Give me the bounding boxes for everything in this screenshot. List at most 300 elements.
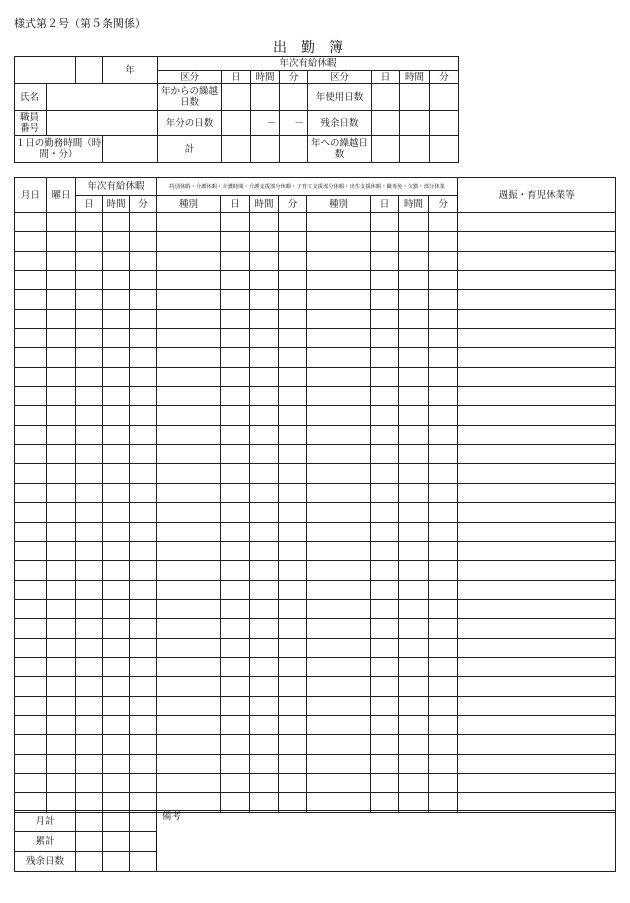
day-cell[interactable] xyxy=(250,715,279,734)
day-cell[interactable] xyxy=(371,232,399,251)
day-cell[interactable] xyxy=(103,483,130,502)
day-cell[interactable] xyxy=(76,251,103,270)
day-cell[interactable] xyxy=(157,638,221,657)
monthly-total-min[interactable] xyxy=(130,811,157,832)
day-cell[interactable] xyxy=(371,735,399,754)
day-cell[interactable] xyxy=(250,387,279,406)
day-cell[interactable] xyxy=(76,580,103,599)
day-cell[interactable] xyxy=(76,348,103,367)
day-cell[interactable] xyxy=(458,580,616,599)
day-cell[interactable] xyxy=(250,271,279,290)
day-cell[interactable] xyxy=(76,387,103,406)
day-cell[interactable] xyxy=(429,309,458,328)
day-cell[interactable] xyxy=(371,309,399,328)
remaining-day[interactable] xyxy=(372,111,400,136)
cumulative-day[interactable] xyxy=(76,832,103,852)
day-cell[interactable] xyxy=(47,754,76,773)
day-cell[interactable] xyxy=(157,406,221,425)
day-cell[interactable] xyxy=(371,580,399,599)
day-cell[interactable] xyxy=(399,619,429,638)
day-cell[interactable] xyxy=(130,309,157,328)
day-cell[interactable] xyxy=(47,464,76,483)
day-cell[interactable] xyxy=(103,773,130,792)
day-cell[interactable] xyxy=(47,251,76,270)
day-cell[interactable] xyxy=(429,541,458,560)
used-min[interactable] xyxy=(430,84,459,111)
total-hour[interactable] xyxy=(251,136,280,163)
day-cell[interactable] xyxy=(279,754,307,773)
day-cell[interactable] xyxy=(279,599,307,618)
day-cell[interactable] xyxy=(458,638,616,657)
day-cell[interactable] xyxy=(250,309,279,328)
day-cell[interactable] xyxy=(279,309,307,328)
daily-hours-input[interactable] xyxy=(103,136,158,163)
day-cell[interactable] xyxy=(399,599,429,618)
day-cell[interactable] xyxy=(307,406,371,425)
day-cell[interactable] xyxy=(47,348,76,367)
day-cell[interactable] xyxy=(15,445,47,464)
day-cell[interactable] xyxy=(279,425,307,444)
day-cell[interactable] xyxy=(47,580,76,599)
day-cell[interactable] xyxy=(429,657,458,676)
day-cell[interactable] xyxy=(15,483,47,502)
day-cell[interactable] xyxy=(130,251,157,270)
day-cell[interactable] xyxy=(15,348,47,367)
day-cell[interactable] xyxy=(371,464,399,483)
day-cell[interactable] xyxy=(371,677,399,696)
day-cell[interactable] xyxy=(279,251,307,270)
day-cell[interactable] xyxy=(429,348,458,367)
day-cell[interactable] xyxy=(15,503,47,522)
day-cell[interactable] xyxy=(279,561,307,580)
day-cell[interactable] xyxy=(458,503,616,522)
cumulative-hour[interactable] xyxy=(103,832,130,852)
day-cell[interactable] xyxy=(103,425,130,444)
day-cell[interactable] xyxy=(76,290,103,309)
day-cell[interactable] xyxy=(103,638,130,657)
day-cell[interactable] xyxy=(15,290,47,309)
day-cell[interactable] xyxy=(371,541,399,560)
day-cell[interactable] xyxy=(76,696,103,715)
day-cell[interactable] xyxy=(130,522,157,541)
day-cell[interactable] xyxy=(399,773,429,792)
day-cell[interactable] xyxy=(130,445,157,464)
day-cell[interactable] xyxy=(371,348,399,367)
day-cell[interactable] xyxy=(279,715,307,734)
day-cell[interactable] xyxy=(47,425,76,444)
day-cell[interactable] xyxy=(250,657,279,676)
day-cell[interactable] xyxy=(429,754,458,773)
day-cell[interactable] xyxy=(221,754,250,773)
day-cell[interactable] xyxy=(429,677,458,696)
day-cell[interactable] xyxy=(429,619,458,638)
day-cell[interactable] xyxy=(47,309,76,328)
year-days-day[interactable] xyxy=(222,111,251,136)
day-cell[interactable] xyxy=(307,367,371,386)
day-cell[interactable] xyxy=(399,696,429,715)
day-cell[interactable] xyxy=(429,271,458,290)
day-cell[interactable] xyxy=(429,522,458,541)
day-cell[interactable] xyxy=(307,464,371,483)
day-cell[interactable] xyxy=(307,425,371,444)
day-cell[interactable] xyxy=(371,638,399,657)
day-cell[interactable] xyxy=(157,561,221,580)
day-cell[interactable] xyxy=(371,696,399,715)
day-cell[interactable] xyxy=(76,773,103,792)
day-cell[interactable] xyxy=(221,638,250,657)
day-cell[interactable] xyxy=(279,483,307,502)
day-cell[interactable] xyxy=(221,213,250,232)
day-cell[interactable] xyxy=(157,464,221,483)
day-cell[interactable] xyxy=(250,329,279,348)
day-cell[interactable] xyxy=(399,503,429,522)
day-cell[interactable] xyxy=(250,367,279,386)
day-cell[interactable] xyxy=(221,387,250,406)
day-cell[interactable] xyxy=(371,715,399,734)
day-cell[interactable] xyxy=(103,464,130,483)
day-cell[interactable] xyxy=(429,580,458,599)
day-cell[interactable] xyxy=(221,561,250,580)
day-cell[interactable] xyxy=(76,329,103,348)
day-cell[interactable] xyxy=(399,483,429,502)
day-cell[interactable] xyxy=(221,483,250,502)
day-cell[interactable] xyxy=(157,425,221,444)
day-cell[interactable] xyxy=(130,599,157,618)
carryover-min[interactable] xyxy=(280,84,308,111)
day-cell[interactable] xyxy=(221,464,250,483)
day-cell[interactable] xyxy=(250,445,279,464)
day-cell[interactable] xyxy=(250,290,279,309)
day-cell[interactable] xyxy=(307,580,371,599)
day-cell[interactable] xyxy=(250,619,279,638)
day-cell[interactable] xyxy=(399,425,429,444)
day-cell[interactable] xyxy=(307,696,371,715)
day-cell[interactable] xyxy=(47,367,76,386)
day-cell[interactable] xyxy=(15,619,47,638)
day-cell[interactable] xyxy=(47,503,76,522)
day-cell[interactable] xyxy=(279,445,307,464)
day-cell[interactable] xyxy=(307,271,371,290)
day-cell[interactable] xyxy=(157,348,221,367)
day-cell[interactable] xyxy=(47,657,76,676)
day-cell[interactable] xyxy=(429,599,458,618)
day-cell[interactable] xyxy=(458,561,616,580)
day-cell[interactable] xyxy=(221,290,250,309)
day-cell[interactable] xyxy=(15,754,47,773)
day-cell[interactable] xyxy=(130,290,157,309)
day-cell[interactable] xyxy=(157,696,221,715)
day-cell[interactable] xyxy=(47,290,76,309)
day-cell[interactable] xyxy=(47,271,76,290)
day-cell[interactable] xyxy=(221,541,250,560)
day-cell[interactable] xyxy=(279,348,307,367)
day-cell[interactable] xyxy=(47,599,76,618)
day-cell[interactable] xyxy=(458,483,616,502)
day-cell[interactable] xyxy=(429,735,458,754)
day-cell[interactable] xyxy=(76,715,103,734)
day-cell[interactable] xyxy=(157,483,221,502)
day-cell[interactable] xyxy=(103,367,130,386)
day-cell[interactable] xyxy=(429,464,458,483)
day-cell[interactable] xyxy=(429,425,458,444)
day-cell[interactable] xyxy=(399,580,429,599)
day-cell[interactable] xyxy=(399,271,429,290)
day-cell[interactable] xyxy=(279,503,307,522)
day-cell[interactable] xyxy=(157,599,221,618)
day-cell[interactable] xyxy=(399,387,429,406)
staff-no-input[interactable] xyxy=(47,111,158,136)
day-cell[interactable] xyxy=(429,696,458,715)
day-cell[interactable] xyxy=(371,425,399,444)
day-cell[interactable] xyxy=(157,445,221,464)
day-cell[interactable] xyxy=(307,329,371,348)
day-cell[interactable] xyxy=(279,696,307,715)
day-cell[interactable] xyxy=(103,348,130,367)
day-cell[interactable] xyxy=(221,580,250,599)
day-cell[interactable] xyxy=(157,580,221,599)
day-cell[interactable] xyxy=(130,754,157,773)
day-cell[interactable] xyxy=(399,522,429,541)
day-cell[interactable] xyxy=(103,522,130,541)
day-cell[interactable] xyxy=(130,367,157,386)
day-cell[interactable] xyxy=(307,619,371,638)
day-cell[interactable] xyxy=(458,677,616,696)
day-cell[interactable] xyxy=(458,367,616,386)
day-cell[interactable] xyxy=(15,677,47,696)
day-cell[interactable] xyxy=(307,503,371,522)
cumulative-min[interactable] xyxy=(130,832,157,852)
day-cell[interactable] xyxy=(15,657,47,676)
day-cell[interactable] xyxy=(15,232,47,251)
day-cell[interactable] xyxy=(399,715,429,734)
day-cell[interactable] xyxy=(157,251,221,270)
day-cell[interactable] xyxy=(399,464,429,483)
day-cell[interactable] xyxy=(399,735,429,754)
day-cell[interactable] xyxy=(307,387,371,406)
day-cell[interactable] xyxy=(458,425,616,444)
day-cell[interactable] xyxy=(15,522,47,541)
monthly-total-day[interactable] xyxy=(76,811,103,832)
day-cell[interactable] xyxy=(130,425,157,444)
day-cell[interactable] xyxy=(279,657,307,676)
day-cell[interactable] xyxy=(130,580,157,599)
footer-remaining-hour[interactable] xyxy=(103,852,130,872)
day-cell[interactable] xyxy=(250,773,279,792)
day-cell[interactable] xyxy=(250,599,279,618)
day-cell[interactable] xyxy=(47,638,76,657)
day-cell[interactable] xyxy=(399,445,429,464)
day-cell[interactable] xyxy=(221,522,250,541)
day-cell[interactable] xyxy=(103,715,130,734)
day-cell[interactable] xyxy=(279,329,307,348)
day-cell[interactable] xyxy=(429,483,458,502)
day-cell[interactable] xyxy=(371,657,399,676)
day-cell[interactable] xyxy=(47,387,76,406)
day-cell[interactable] xyxy=(103,619,130,638)
day-cell[interactable] xyxy=(371,561,399,580)
day-cell[interactable] xyxy=(307,522,371,541)
day-cell[interactable] xyxy=(47,406,76,425)
day-cell[interactable] xyxy=(399,754,429,773)
day-cell[interactable] xyxy=(307,232,371,251)
day-cell[interactable] xyxy=(157,657,221,676)
day-cell[interactable] xyxy=(307,715,371,734)
total-min[interactable] xyxy=(280,136,308,163)
day-cell[interactable] xyxy=(250,503,279,522)
day-cell[interactable] xyxy=(307,677,371,696)
day-cell[interactable] xyxy=(307,483,371,502)
day-cell[interactable] xyxy=(103,503,130,522)
day-cell[interactable] xyxy=(221,251,250,270)
day-cell[interactable] xyxy=(103,271,130,290)
day-cell[interactable] xyxy=(307,754,371,773)
carryover-to-hour[interactable] xyxy=(400,136,430,163)
day-cell[interactable] xyxy=(371,271,399,290)
day-cell[interactable] xyxy=(76,213,103,232)
day-cell[interactable] xyxy=(250,348,279,367)
day-cell[interactable] xyxy=(76,271,103,290)
day-cell[interactable] xyxy=(103,677,130,696)
day-cell[interactable] xyxy=(399,638,429,657)
day-cell[interactable] xyxy=(250,677,279,696)
day-cell[interactable] xyxy=(458,696,616,715)
day-cell[interactable] xyxy=(76,309,103,328)
day-cell[interactable] xyxy=(157,619,221,638)
day-cell[interactable] xyxy=(458,715,616,734)
day-cell[interactable] xyxy=(371,619,399,638)
day-cell[interactable] xyxy=(221,232,250,251)
day-cell[interactable] xyxy=(221,329,250,348)
day-cell[interactable] xyxy=(103,251,130,270)
day-cell[interactable] xyxy=(76,483,103,502)
day-cell[interactable] xyxy=(76,406,103,425)
day-cell[interactable] xyxy=(458,251,616,270)
day-cell[interactable] xyxy=(221,677,250,696)
day-cell[interactable] xyxy=(458,406,616,425)
day-cell[interactable] xyxy=(399,309,429,328)
day-cell[interactable] xyxy=(130,483,157,502)
day-cell[interactable] xyxy=(399,329,429,348)
day-cell[interactable] xyxy=(47,522,76,541)
day-cell[interactable] xyxy=(103,580,130,599)
day-cell[interactable] xyxy=(47,696,76,715)
day-cell[interactable] xyxy=(157,677,221,696)
day-cell[interactable] xyxy=(15,309,47,328)
day-cell[interactable] xyxy=(458,522,616,541)
day-cell[interactable] xyxy=(371,503,399,522)
footer-remaining-day[interactable] xyxy=(76,852,103,872)
day-cell[interactable] xyxy=(76,425,103,444)
day-cell[interactable] xyxy=(307,445,371,464)
day-cell[interactable] xyxy=(250,425,279,444)
day-cell[interactable] xyxy=(279,406,307,425)
day-cell[interactable] xyxy=(399,541,429,560)
year-input[interactable] xyxy=(15,57,76,84)
day-cell[interactable] xyxy=(47,677,76,696)
day-cell[interactable] xyxy=(76,464,103,483)
day-cell[interactable] xyxy=(458,735,616,754)
day-cell[interactable] xyxy=(279,580,307,599)
day-cell[interactable] xyxy=(279,541,307,560)
day-cell[interactable] xyxy=(76,561,103,580)
day-cell[interactable] xyxy=(221,773,250,792)
day-cell[interactable] xyxy=(399,251,429,270)
day-cell[interactable] xyxy=(279,290,307,309)
day-cell[interactable] xyxy=(429,773,458,792)
day-cell[interactable] xyxy=(47,329,76,348)
day-cell[interactable] xyxy=(221,271,250,290)
day-cell[interactable] xyxy=(47,735,76,754)
day-cell[interactable] xyxy=(157,213,221,232)
day-cell[interactable] xyxy=(458,754,616,773)
day-cell[interactable] xyxy=(307,638,371,657)
day-cell[interactable] xyxy=(250,561,279,580)
remaining-min[interactable] xyxy=(430,111,459,136)
day-cell[interactable] xyxy=(250,580,279,599)
day-cell[interactable] xyxy=(157,754,221,773)
day-cell[interactable] xyxy=(221,619,250,638)
day-cell[interactable] xyxy=(157,290,221,309)
day-cell[interactable] xyxy=(458,773,616,792)
day-cell[interactable] xyxy=(130,271,157,290)
day-cell[interactable] xyxy=(399,657,429,676)
day-cell[interactable] xyxy=(221,503,250,522)
day-cell[interactable] xyxy=(399,677,429,696)
day-cell[interactable] xyxy=(250,522,279,541)
day-cell[interactable] xyxy=(15,735,47,754)
day-cell[interactable] xyxy=(399,367,429,386)
day-cell[interactable] xyxy=(103,309,130,328)
day-cell[interactable] xyxy=(279,677,307,696)
day-cell[interactable] xyxy=(157,309,221,328)
day-cell[interactable] xyxy=(429,213,458,232)
day-cell[interactable] xyxy=(130,329,157,348)
day-cell[interactable] xyxy=(76,541,103,560)
day-cell[interactable] xyxy=(307,541,371,560)
day-cell[interactable] xyxy=(76,735,103,754)
day-cell[interactable] xyxy=(15,271,47,290)
day-cell[interactable] xyxy=(103,213,130,232)
day-cell[interactable] xyxy=(429,445,458,464)
day-cell[interactable] xyxy=(279,638,307,657)
day-cell[interactable] xyxy=(279,619,307,638)
day-cell[interactable] xyxy=(371,387,399,406)
day-cell[interactable] xyxy=(429,329,458,348)
day-cell[interactable] xyxy=(429,561,458,580)
day-cell[interactable] xyxy=(130,232,157,251)
day-cell[interactable] xyxy=(157,541,221,560)
day-cell[interactable] xyxy=(76,657,103,676)
day-cell[interactable] xyxy=(103,290,130,309)
day-cell[interactable] xyxy=(103,445,130,464)
day-cell[interactable] xyxy=(103,232,130,251)
day-cell[interactable] xyxy=(15,580,47,599)
day-cell[interactable] xyxy=(250,735,279,754)
day-cell[interactable] xyxy=(429,406,458,425)
day-cell[interactable] xyxy=(157,503,221,522)
day-cell[interactable] xyxy=(371,522,399,541)
day-cell[interactable] xyxy=(130,541,157,560)
day-cell[interactable] xyxy=(157,735,221,754)
day-cell[interactable] xyxy=(307,773,371,792)
day-cell[interactable] xyxy=(250,483,279,502)
day-cell[interactable] xyxy=(157,715,221,734)
day-cell[interactable] xyxy=(130,464,157,483)
day-cell[interactable] xyxy=(458,619,616,638)
day-cell[interactable] xyxy=(103,387,130,406)
day-cell[interactable] xyxy=(130,773,157,792)
day-cell[interactable] xyxy=(157,522,221,541)
